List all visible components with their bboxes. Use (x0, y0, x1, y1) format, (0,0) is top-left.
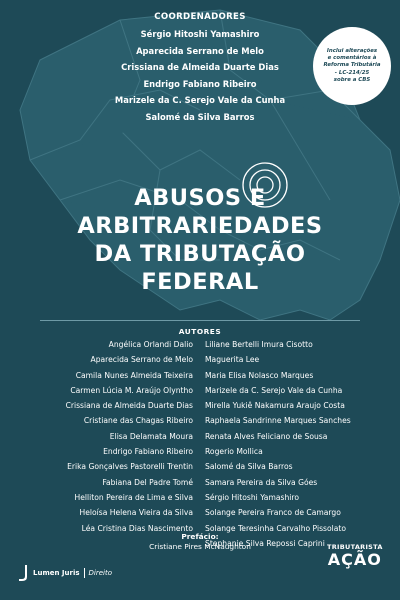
divider (40, 320, 360, 321)
coordinators-heading: COORDENADORES (154, 12, 246, 22)
title-line: ABUSOS E (134, 185, 266, 211)
author-name: Samara Pereira da Silva Góes (205, 477, 318, 487)
coordinator-name: Crissiana de Almeida Duarte Dias (121, 62, 279, 72)
author-name: Fabiana Del Padre Tomé (102, 477, 193, 487)
author-name: Renata Alves Feliciano de Sousa (205, 431, 328, 441)
publisher-logo (19, 565, 112, 581)
author-name: Marizele da C. Serejo Vale da Cunha (205, 385, 343, 395)
publisher-name: Lumen Juris (33, 569, 80, 577)
author-name: Heloísa Helena Vieira da Silva (79, 508, 193, 518)
publisher-mark-icon (19, 565, 29, 581)
badge-line: sobre a CBS (333, 76, 371, 83)
coordinator-name: Sérgio Hitoshi Yamashiro (140, 29, 260, 39)
author-name: Raphaela Sandrinne Marques Sanches (205, 416, 351, 426)
coordinator-name: Endrigo Fabiano Ribeiro (143, 78, 257, 89)
author-name: Rogerio Mollica (205, 447, 263, 457)
author-name: Liliane Bertelli Imura Cisotto (205, 340, 313, 349)
badge-line: Reforma Tributária (323, 62, 381, 69)
author-name: Aparecida Serrano de Melo (90, 355, 193, 365)
title-line: DA TRIBUTAÇÃO (94, 241, 306, 267)
publisher-imprint: Direito (88, 569, 113, 577)
author-name: Mirella Yukiê Nakamura Araujo Costa (205, 401, 345, 411)
collection-bottom: AÇÃO (327, 550, 382, 569)
author-name: Camila Nunes Almeida Teixeira (75, 370, 193, 380)
authors-heading: AUTORES (178, 327, 222, 336)
author-name: Salomé da Silva Barros (205, 462, 293, 472)
badge-line: - LC-214/25 (334, 69, 370, 76)
preface-label: Prefácio: (181, 532, 219, 541)
author-name: Maria Elisa Nolasco Marques (205, 370, 314, 380)
author-name: Erika Gonçalves Pastorelli Trentin (67, 462, 193, 472)
coordinator-name: Marizele da C. Serejo Vale da Cunha (114, 95, 286, 105)
author-name: Carmen Lúcia M. Araújo Olyntho (70, 385, 193, 395)
author-name: Sérgio Hitoshi Yamashiro (205, 492, 299, 502)
author-name: Crissiana de Almeida Duarte Dias (65, 401, 193, 411)
author-name: Stephanie Silva Repossi Caprini (205, 538, 325, 548)
title-line: FEDERAL (141, 269, 259, 295)
authors-right-column (205, 337, 351, 551)
reform-badge (313, 27, 391, 105)
title-line: ARBITRARIEDADES (77, 213, 323, 239)
badge-line: e comentários à (327, 55, 377, 62)
collection-logo (327, 543, 383, 569)
author-name: Léa Cristina Dias Nascimento (81, 523, 193, 533)
authors-left-column (66, 337, 193, 536)
author-name: Elisa Delamata Moura (109, 431, 193, 441)
author-name: Angélica Orlandi Dalio (108, 340, 193, 349)
author-name: Maguerita Lee (205, 355, 260, 365)
preface-author: Cristiane Pires McNaughton (149, 542, 251, 551)
badge-line: Inclui alterações (326, 47, 378, 54)
coordinator-name: Salomé da Silva Barros (145, 111, 255, 122)
author-name: Solange Pereira Franco de Camargo (205, 508, 341, 518)
author-name: Solange Teresinha Carvalho Pissolato (205, 523, 347, 533)
collection-top: TRIBUTARISTA (327, 543, 383, 551)
publisher-separator (84, 568, 85, 578)
coordinator-name: Aparecida Serrano de Melo (136, 45, 264, 56)
author-name: Endrigo Fabiano Ribeiro (103, 447, 193, 457)
author-name: Helliton Pereira de Lima e Silva (74, 492, 193, 502)
author-name: Cristiane das Chagas Ribeiro (83, 416, 193, 426)
book-title (0, 184, 400, 296)
